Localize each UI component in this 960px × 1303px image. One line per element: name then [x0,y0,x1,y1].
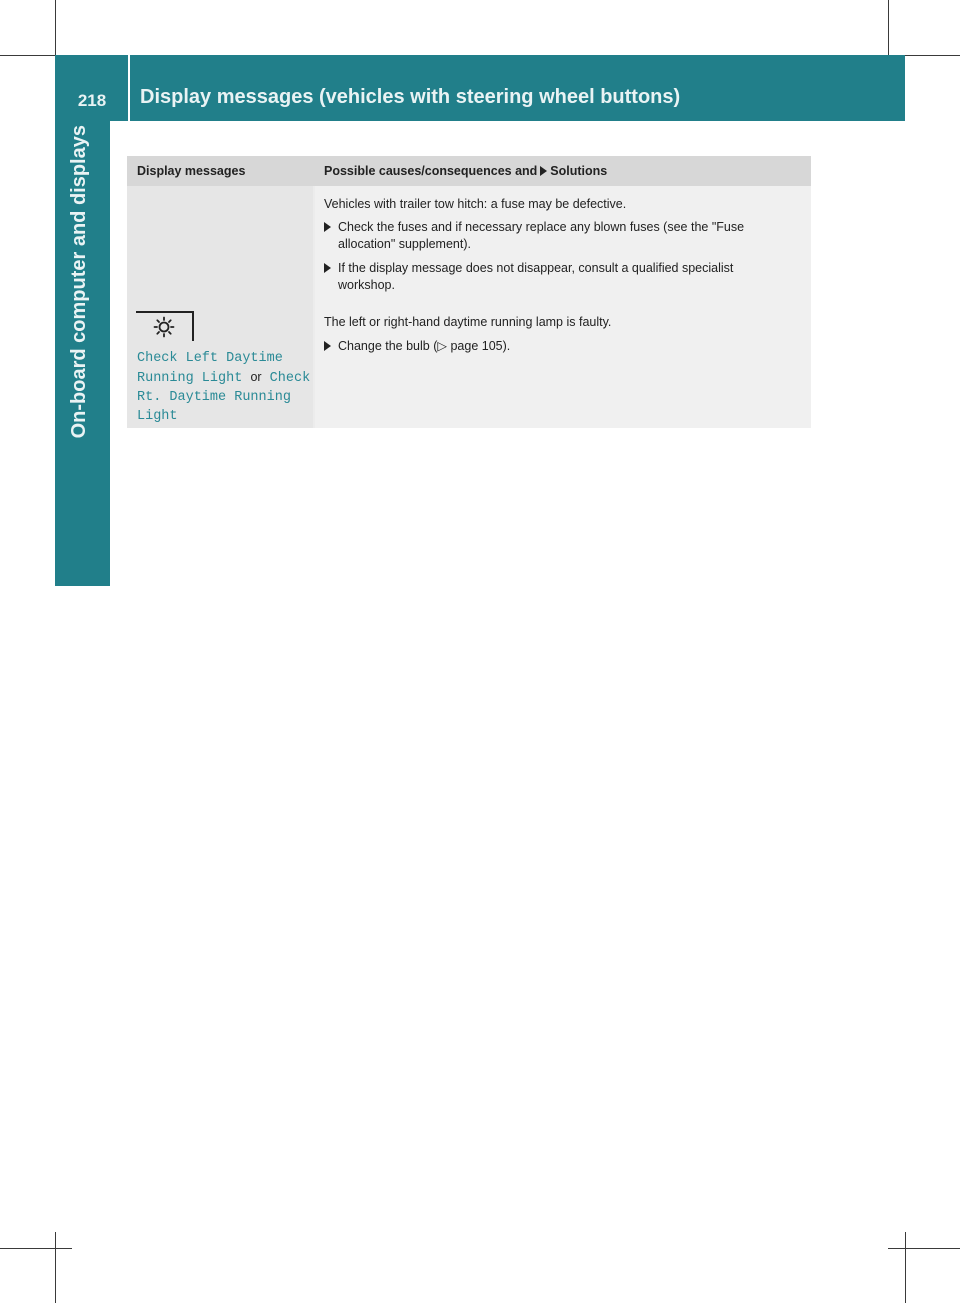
table-header-row [127,156,811,186]
step-change-bulb [324,338,784,355]
message-left-daytime: Check Left Daytime Running Light [137,351,283,386]
step-check-fuses [324,219,784,253]
step-change-bulb-text: Change the bulb (▷ page 105). [338,339,511,353]
page-title: Display messages (vehicles with steering wheel buttons) [140,86,681,108]
header-divider [128,55,130,121]
arrow-icon [540,166,547,176]
bullet-arrow-icon [324,222,331,232]
page-number: 218 [77,91,107,110]
sun-lamp-icon [153,316,175,338]
crop-mark [0,55,55,56]
step-consult-workshop [324,260,784,294]
crop-mark [888,1248,960,1249]
side-tab-label: On-board computer and displays [68,125,90,439]
crop-mark [905,55,960,56]
crop-mark [905,1232,906,1303]
daytime-running-lamp-icon [136,311,194,341]
column-header-solutions: Solutions [550,164,608,178]
crop-mark [888,0,889,55]
message-right-daytime: Check Rt. Daytime Running Light [137,371,311,424]
step-check-fuses-text: Check the fuses and if necessary replace any blown fuses (see the "Fuse allocation" supplement). [338,220,745,251]
display-message-text [137,349,313,426]
column-header-causes-solutions [324,164,607,178]
messages-table [127,156,811,428]
message-or: or [250,370,262,384]
crop-mark [55,1232,56,1303]
cause-fuse: Vehicles with trailer tow hitch: a fuse may be defective. [324,197,627,211]
bullet-arrow-icon [324,341,331,351]
crop-mark [0,1248,72,1249]
column-header-display-messages: Display messages [137,164,246,178]
cause-lamp-faulty: The left or right-hand daytime running lamp is faulty. [324,315,612,329]
column-header-causes: Possible causes/consequences and [324,164,538,178]
bullet-arrow-icon [324,263,331,273]
crop-mark [55,0,56,55]
step-consult-workshop-text: If the display message does not disappear, consult a qualified specialist workshop. [338,261,734,292]
